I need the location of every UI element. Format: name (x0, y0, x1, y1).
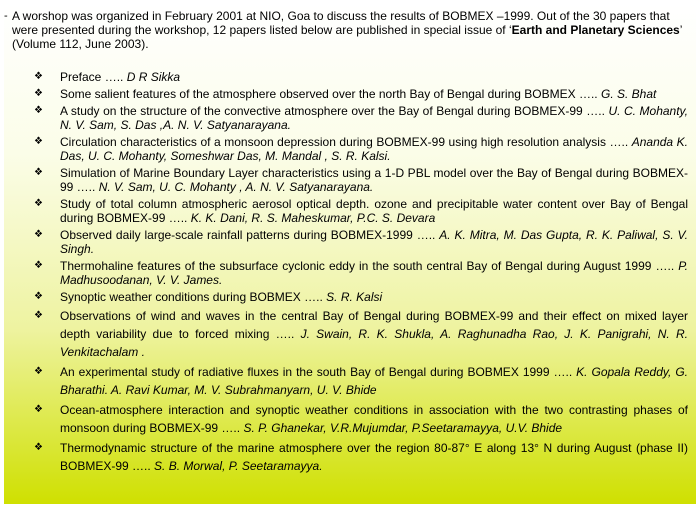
paper-authors: D R Sikka (126, 70, 181, 84)
bullet-icon: ❖ (34, 442, 43, 453)
paper-authors: G. S. Bhat (600, 87, 657, 101)
list-item (34, 197, 688, 225)
journal-name: Earth and Planetary Sciences (511, 23, 680, 37)
paper-authors: J. Swain, R. K. Shukla, A. Raghunadha Rao, J. K. Panigrahi, N. R. Venkitachalam . (60, 327, 688, 359)
bullet-icon: ❖ (34, 71, 43, 82)
paper-list (34, 70, 688, 477)
bullet-icon: ❖ (34, 310, 43, 321)
document-panel (4, 4, 696, 504)
paper-title: Ocean-atmosphere interaction and synoptic weather conditions in association with the two contrasting phases of monsoon during BOBMEX-99 ….. (60, 403, 688, 435)
bullet-icon: ❖ (34, 404, 43, 415)
bullet-icon: ❖ (34, 198, 43, 209)
paper-authors: U. C. Mohanty, N. V. Sam, S. Das ,A. N. V. Satyanarayana. (60, 104, 688, 132)
paper-title: Observed daily large-scale rainfall patterns during BOBMEX-1999 ….. (60, 228, 436, 242)
paper-title: Thermodynamic structure of the marine atmosphere over the region 80-87° E along 13° N during August (phase II) BOBMEX-99 ….. (60, 441, 688, 473)
paper-authors: K. K. Dani, R. S. Maheskumar, P.C. S. Devara (190, 211, 436, 225)
list-item (34, 135, 688, 163)
paper-title: Some salient features of the atmosphere observed over the north Bay of Bengal during BOBMEX ….. (60, 87, 598, 101)
paper-title: Observations of wind and waves in the central Bay of Bengal during BOBMEX-99 and their effect on mixed layer depth variability due to forced mixing ….. (60, 309, 688, 341)
paper-authors: P. Madhusoodanan, V. V. James. (60, 259, 688, 287)
paper-title: Thermohaline features of the subsurface cyclonic eddy in the south central Bay of Bengal during August 1999 ….. (60, 259, 675, 273)
list-item (34, 228, 688, 256)
bullet-icon: ❖ (34, 229, 43, 240)
paper-authors: S. B. Morwal, P. Seetaramayya. (154, 459, 323, 473)
list-item (34, 401, 688, 437)
list-item (34, 166, 688, 194)
bullet-icon: ❖ (34, 291, 43, 302)
paper-authors: S. P. Ghanekar, V.R.Mujumdar, P.Seetaramayya, U.V. Bhide (243, 421, 563, 435)
paper-title: Circulation characteristics of a monsoon depression during BOBMEX-99 using high resolution analysis ….. (60, 135, 629, 149)
bullet-icon: ❖ (34, 136, 43, 147)
list-item (34, 307, 688, 361)
bullet-icon: ❖ (34, 88, 43, 99)
intro-text: A worshop was organized in February 2001 at NIO, Goa to discuss the results of BOBMEX –1999. Out of the 30 papers that were presented during the workshop, 12 papers listed below are published in special issue of ‘ (12, 9, 670, 37)
paper-title: Preface ….. (60, 70, 124, 84)
intro-paragraph (12, 9, 692, 51)
paper-title: Study of total column atmospheric aerosol optical depth. ozone and precipitable water content over Bay of Bengal during BOBMEX-99 ….. (60, 197, 688, 225)
paper-title: A study on the structure of the convective atmosphere over the Bay of Bengal during BOBMEX-99 ….. (60, 104, 605, 118)
bullet-icon: ❖ (34, 167, 43, 178)
bullet-icon: ❖ (34, 366, 43, 377)
paper-authors: Ananda K. Das, U. C. Mohanty, Someshwar Das, M. Mandal , S. R. Kalsi. (60, 135, 688, 163)
paper-title: An experimental study of radiative fluxes in the south Bay of Bengal during BOBMEX 1999 ….. (60, 365, 573, 379)
paper-title: Synoptic weather conditions during BOBMEX ….. (60, 290, 323, 304)
list-item (34, 70, 688, 84)
list-item (34, 104, 688, 132)
paper-authors: K. Gopala Reddy, G. Bharathi. A. Ravi Kumar, M. V. Subrahmanyarn, U. V. Bhide (60, 365, 688, 397)
leading-dash: - (4, 10, 8, 22)
bullet-icon: ❖ (34, 260, 43, 271)
bullet-icon: ❖ (34, 105, 43, 116)
paper-authors: A. K. Mitra, M. Das Gupta, R. K. Paliwal, S. V. Singh. (60, 228, 688, 256)
list-item (34, 439, 688, 475)
list-item (34, 290, 688, 304)
paper-title: Simulation of Marine Boundary Layer characteristics using a 1-D PBL model over the Bay of Bengal during BOBMEX-99 ….. (60, 166, 688, 194)
list-item (34, 363, 688, 399)
list-item (34, 259, 688, 287)
list-item (34, 87, 688, 101)
paper-authors: S. R. Kalsi (326, 290, 383, 304)
paper-authors: N. V. Sam, U. C. Mohanty , A. N. V. Satyanarayana. (98, 180, 374, 194)
intro-suffix: ’ (Volume 112, June 2003). (12, 23, 682, 51)
